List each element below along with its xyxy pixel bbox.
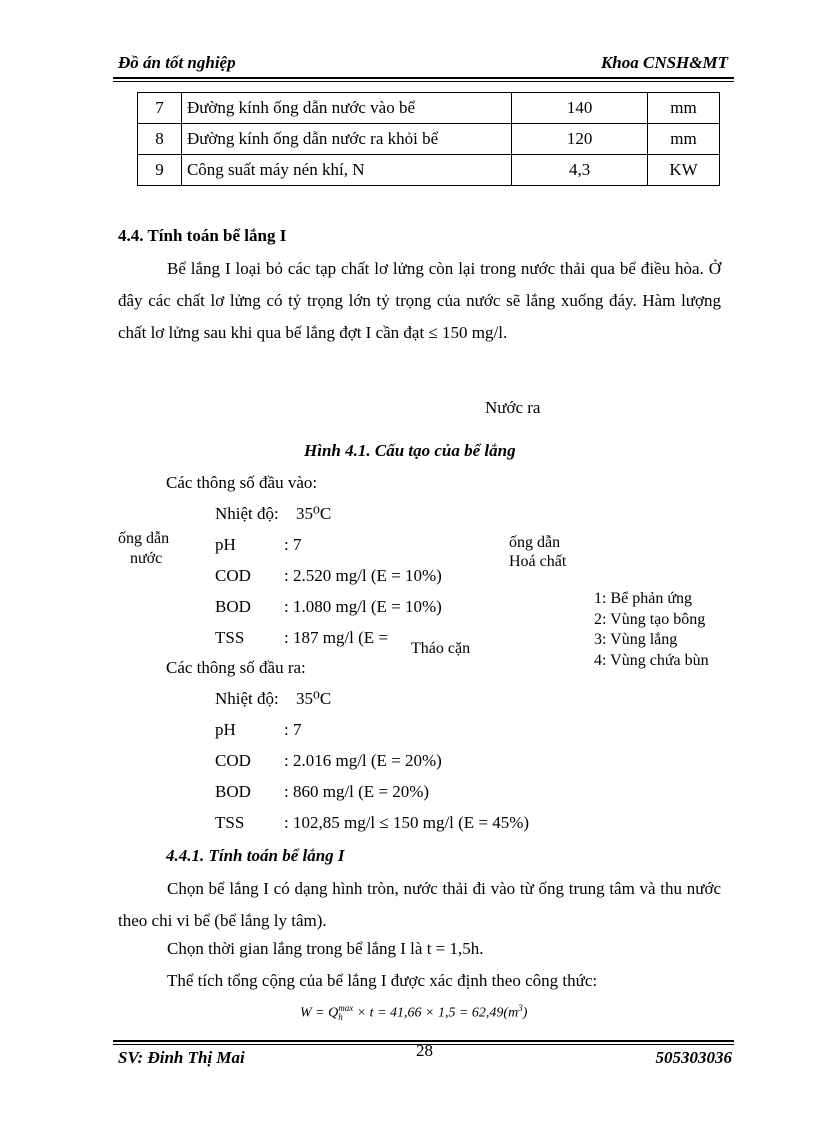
cell-unit: mm xyxy=(648,124,720,155)
paragraph-1: Chọn bể lắng I có dạng hình tròn, nước thải đi vào từ ống trung tâm và thu nước theo chi vi bể (bể lắng ly tâm). xyxy=(118,879,721,930)
cell-no: 7 xyxy=(138,93,182,124)
param-label: TSS xyxy=(215,628,245,647)
table-row xyxy=(138,124,720,155)
formula-close: ) xyxy=(522,1005,528,1021)
paragraph-2: Chọn thời gian lắng trong bể lắng I là t = 1,5h. xyxy=(167,939,484,958)
param-label: BOD xyxy=(215,597,251,616)
header-rule-thin xyxy=(113,81,734,82)
input-title: Các thông số đầu vào: xyxy=(166,473,318,492)
cell-value: 120 xyxy=(512,124,648,155)
cell-unit: KW xyxy=(648,155,720,186)
spec-table xyxy=(137,92,720,186)
table-row xyxy=(138,93,720,124)
legend-item: 1: Bể phản ứng xyxy=(594,590,692,607)
subsection-title: 4.4.1. Tính toán bể lắng I xyxy=(166,846,345,865)
param-label: BOD xyxy=(215,782,251,801)
page-number: 28 xyxy=(416,1041,433,1060)
cell-name: Đường kính ống dẫn nước vào bể xyxy=(181,93,511,124)
footer-author: SV: Đinh Thị Mai xyxy=(118,1048,245,1067)
param-label: pH xyxy=(215,535,236,554)
cell-no: 8 xyxy=(138,124,182,155)
header-right: Khoa CNSH&MT xyxy=(600,53,728,72)
header-left: Đồ án tốt nghiệp xyxy=(118,53,236,72)
legend-item: 3: Vùng lắng xyxy=(594,631,678,648)
param-label: COD xyxy=(215,566,251,585)
chem-pipe-label-1: ống dẫn xyxy=(509,534,561,551)
param-label: pH xyxy=(215,720,236,739)
inlet-pipe-label-1: ống dẫn xyxy=(118,530,170,547)
header-rule xyxy=(113,77,734,79)
param-label: Nhiệt độ: xyxy=(215,689,279,708)
param-value: : 1.080 mg/l (E = 10%) xyxy=(284,597,442,616)
formula-exp: 3 xyxy=(518,1003,523,1013)
param-value: : 2.520 mg/l (E = 10%) xyxy=(284,566,442,585)
param-value: : 187 mg/l (E = xyxy=(284,628,389,647)
sludge-label: Tháo cặn xyxy=(411,640,471,657)
cell-value: 4,3 xyxy=(512,155,648,186)
cell-no: 9 xyxy=(138,155,182,186)
paragraph-3: Thể tích tổng cộng của bể lắng I được xác định theo công thức: xyxy=(167,971,598,990)
legend-item: 4: Vùng chứa bùn xyxy=(594,651,709,669)
figure-caption: Hình 4.1. Cấu tạo của bể lắng xyxy=(304,441,516,460)
output-title: Các thông số đầu ra: xyxy=(166,658,306,677)
table-row xyxy=(138,155,720,186)
param-label: Nhiệt độ: xyxy=(215,504,279,523)
param-label: COD xyxy=(215,751,251,770)
cell-value: 140 xyxy=(512,93,648,124)
section-title: 4.4. Tính toán bể lắng I xyxy=(118,226,287,245)
param-value: : 102,85 mg/l ≤ 150 mg/l (E = 45%) xyxy=(284,813,530,832)
param-value: 35⁰C xyxy=(296,504,332,523)
cell-name: Công suất máy nén khí, N xyxy=(181,155,511,186)
formula-rhs: × t = 41,66 × 1,5 = 62,49(m xyxy=(353,1005,519,1021)
param-value: : 7 xyxy=(284,535,302,554)
footer-student-id: 505303036 xyxy=(655,1048,732,1067)
cell-name: Đường kính ống dẫn nước ra khỏi bể xyxy=(181,124,511,155)
formula-sub: h xyxy=(338,1012,343,1023)
param-value: : 2.016 mg/l (E = 20%) xyxy=(284,751,442,770)
inlet-pipe-label-2: nước xyxy=(130,550,163,567)
volume-formula xyxy=(300,1003,527,1022)
chem-pipe-label-2: Hoá chất xyxy=(509,553,567,570)
param-value: 35⁰C xyxy=(296,689,332,708)
intro-paragraph: Bể lắng I loại bỏ các tạp chất lơ lửng còn lại trong nước thải qua bể điều hòa. Ở đây các chất lơ lửng có tỷ trọng lớn tỷ trọng của nước sẽ lắng xuống đáy. Hàm lượng chất lơ lửng sau khi qua bể lắng đợt I cần đạt ≤ 150 mg/l. xyxy=(118,259,721,342)
formula-lhs: W = Q xyxy=(300,1005,339,1021)
outlet-label: Nước ra xyxy=(485,398,541,417)
cell-unit: mm xyxy=(648,93,720,124)
legend-item: 2: Vùng tạo bông xyxy=(594,610,706,628)
param-value: : 860 mg/l (E = 20%) xyxy=(284,782,430,801)
param-value: : 7 xyxy=(284,720,302,739)
param-label: TSS xyxy=(215,813,245,832)
formula-sup: max xyxy=(338,1003,354,1014)
